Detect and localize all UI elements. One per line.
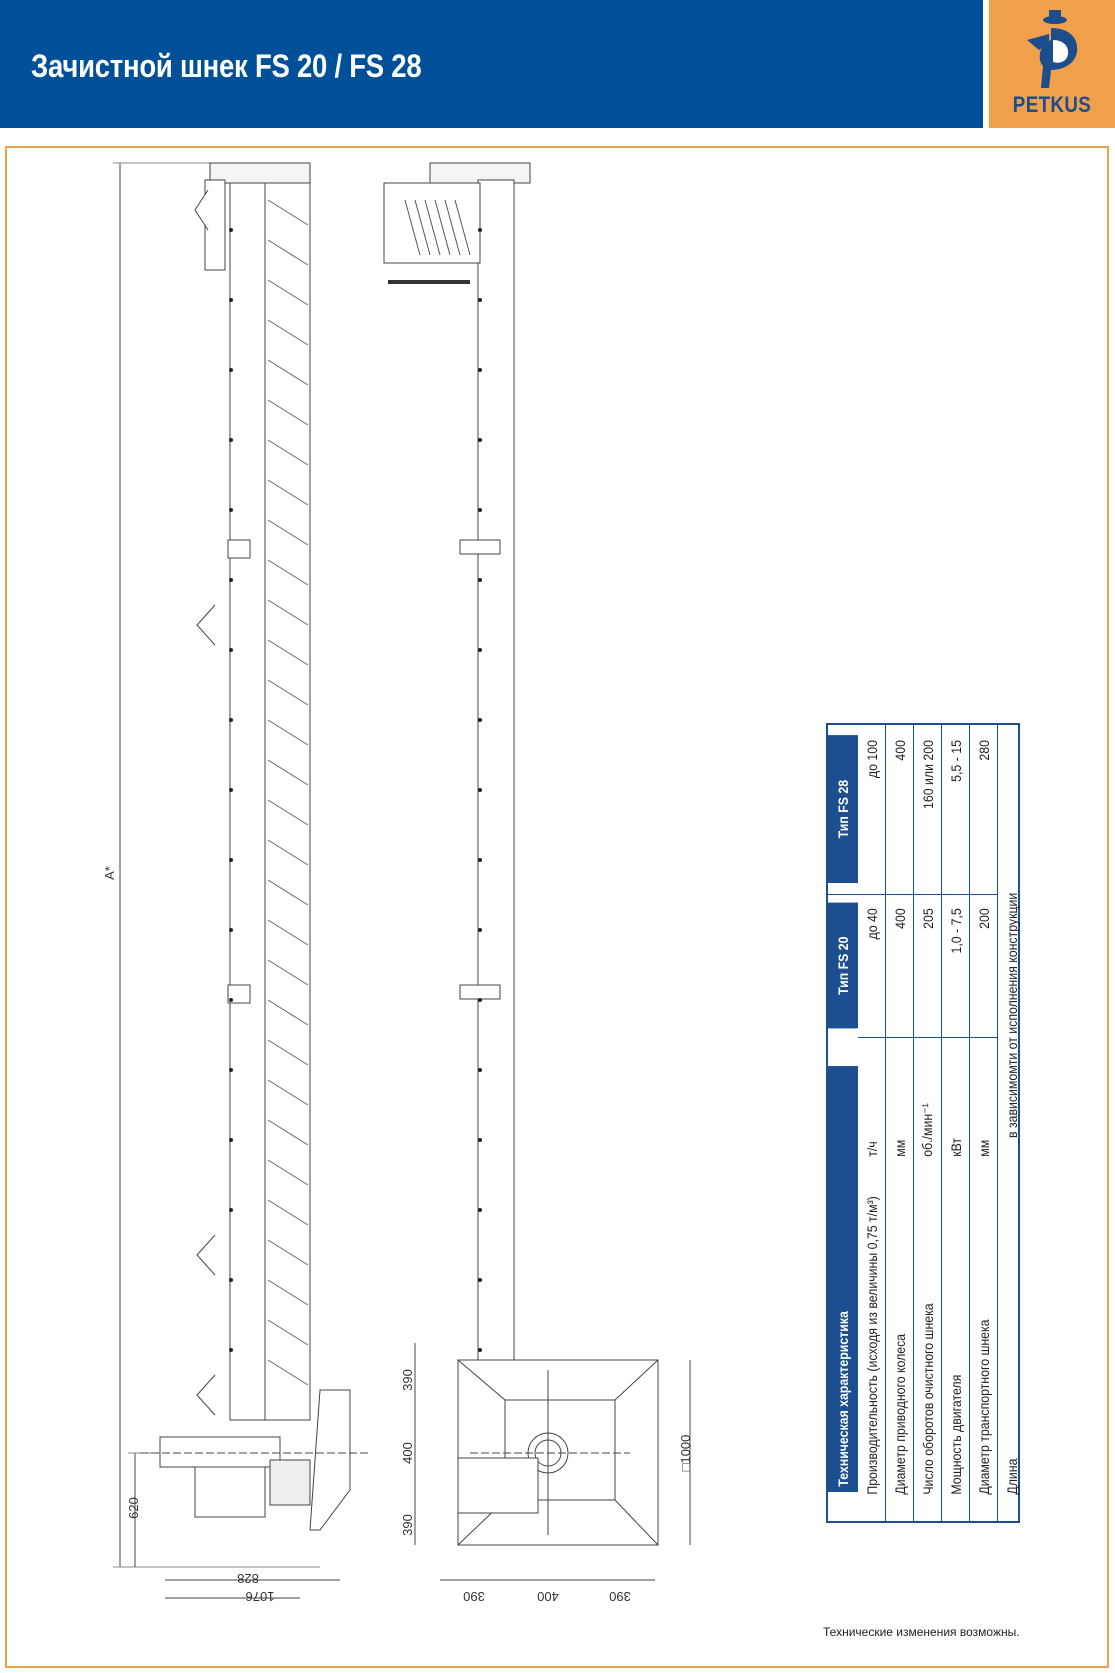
spec-row-unit: т/ч — [858, 1045, 886, 1162]
spec-header-row — [828, 725, 858, 1521]
spec-length-name: Длина — [1003, 1458, 1020, 1495]
dim-828-label: 828 — [237, 1571, 259, 1586]
spec-row-fs20: 400 — [886, 903, 914, 1029]
spec-row-unit: об./мин⁻¹ — [914, 1045, 942, 1162]
dim-390-left-label: 390 — [463, 1589, 485, 1604]
spec-row-length — [998, 725, 1026, 1521]
spec-row — [970, 725, 998, 1521]
page-title: Зачистной шнек FS 20 / FS 28 — [31, 48, 422, 84]
spec-table — [826, 723, 1020, 1523]
dim-390-right-label: 390 — [609, 1589, 631, 1604]
spec-row-fs20: 200 — [970, 903, 998, 1029]
spec-length-value: в зависимомти от исполнения конструкции — [1003, 892, 1020, 1138]
dim-620-label: 620 — [126, 1497, 141, 1519]
dim-a-label: A* — [102, 866, 117, 880]
spec-row-fs28: 160 или 200 — [914, 735, 942, 884]
spec-row-unit: кВт — [942, 1045, 970, 1162]
spec-row-fs28: до 100 — [858, 735, 886, 884]
spec-row — [914, 725, 942, 1521]
spec-row — [858, 725, 886, 1521]
spec-row-name: Диаметр приводного колеса — [886, 1191, 914, 1500]
spec-row-name: Диаметр транспортного шнека — [970, 1191, 998, 1500]
spec-row-fs28: 5,5 - 15 — [942, 735, 970, 884]
spec-title: Техническая характеристика — [828, 1066, 858, 1492]
spec-row-fs20: 1,0 - 7,5 — [942, 903, 970, 1029]
spec-row — [886, 725, 914, 1521]
dim-390-bot-label: 390 — [400, 1514, 415, 1536]
spec-col-fs20: Тип FS 20 — [828, 903, 858, 1029]
spec-row-unit: мм — [970, 1045, 998, 1162]
dim-400-mid-label: 400 — [400, 1442, 415, 1464]
dim-400-center-label: 400 — [537, 1589, 559, 1604]
spec-row-fs20: до 40 — [858, 903, 886, 1029]
spec-row — [942, 725, 970, 1521]
dim-390-top-label: 390 — [400, 1369, 415, 1391]
spec-row-fs20: 205 — [914, 903, 942, 1029]
spec-row-name: Мощность двигателя — [942, 1191, 970, 1500]
footer-note: Технические изменения возможны. — [823, 1625, 1020, 1639]
spec-row-fs28: 400 — [886, 735, 914, 884]
spec-row-unit: мм — [886, 1045, 914, 1162]
spec-table-wrapper — [826, 723, 1020, 1523]
dim-1000-label: □1000 — [678, 1434, 693, 1472]
spec-row-fs28: 280 — [970, 735, 998, 884]
spec-col-fs28: Тип FS 28 — [828, 735, 858, 884]
dim-1076-label: 1076 — [245, 1589, 275, 1604]
spec-row-name: Число оборотов очистного шнека — [914, 1191, 942, 1500]
spec-row-name: Производительность (исходя из величины 0,75 т/м³) — [858, 1191, 886, 1500]
logo-brand-text: PETKUS — [1012, 92, 1092, 117]
